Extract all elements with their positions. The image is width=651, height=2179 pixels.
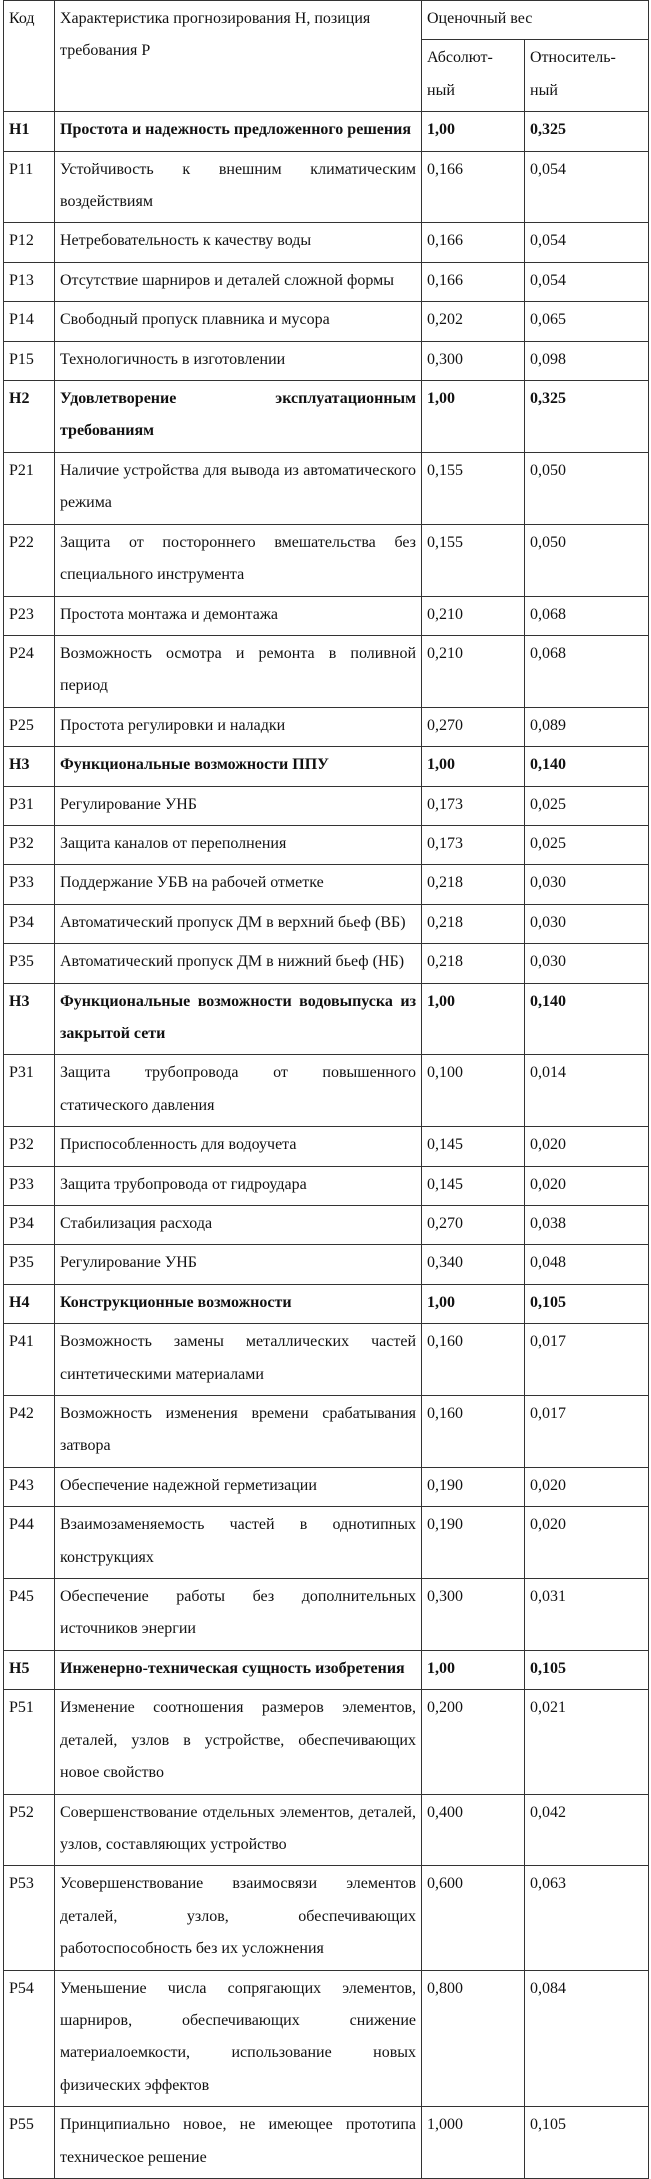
cell-text: Защита каналов от переполнения bbox=[55, 825, 422, 864]
table-row bbox=[4, 1396, 649, 1468]
table-row bbox=[4, 2107, 649, 2179]
cell-code: Р55 bbox=[4, 2107, 55, 2179]
cell-text: Изменение соотношения размеров элементов, деталей, узлов в устройстве, обеспечивающих новое свойство bbox=[55, 1690, 422, 1794]
cell-relative: 0,048 bbox=[525, 1245, 649, 1284]
cell-relative: 0,020 bbox=[525, 1127, 649, 1166]
cell-code: Н1 bbox=[4, 112, 55, 151]
cell-absolute: 0,190 bbox=[422, 1507, 525, 1579]
cell-code: Р33 bbox=[4, 865, 55, 904]
cell-code: Р12 bbox=[4, 223, 55, 262]
cell-absolute: 0,210 bbox=[422, 635, 525, 707]
table-row bbox=[4, 1690, 649, 1794]
cell-text: Возможность замены металлических частей синтетическими материалами bbox=[55, 1324, 422, 1396]
cell-relative: 0,020 bbox=[525, 1507, 649, 1579]
cell-absolute: 0,400 bbox=[422, 1794, 525, 1866]
header-code: Код bbox=[4, 1, 55, 112]
cell-code: Р24 bbox=[4, 635, 55, 707]
table-row bbox=[4, 302, 649, 341]
cell-text: Обеспечение работы без дополнительных источников энергии bbox=[55, 1579, 422, 1651]
cell-absolute: 0,200 bbox=[422, 1690, 525, 1794]
cell-code: Н5 bbox=[4, 1650, 55, 1689]
cell-absolute: 0,218 bbox=[422, 904, 525, 943]
cell-relative: 0,325 bbox=[525, 381, 649, 453]
table-row-heading bbox=[4, 1284, 649, 1323]
cell-relative: 0,054 bbox=[525, 151, 649, 223]
cell-code: Р54 bbox=[4, 1970, 55, 2107]
cell-absolute: 1,00 bbox=[422, 1650, 525, 1689]
cell-code: Р53 bbox=[4, 1866, 55, 1970]
cell-code: Р15 bbox=[4, 341, 55, 380]
cell-text: Автоматический пропуск ДМ в верхний бьеф (ВБ) bbox=[55, 904, 422, 943]
table-row bbox=[4, 825, 649, 864]
cell-relative: 0,017 bbox=[525, 1324, 649, 1396]
cell-relative: 0,025 bbox=[525, 825, 649, 864]
cell-text: Приспособленность для водоучета bbox=[55, 1127, 422, 1166]
cell-absolute: 1,00 bbox=[422, 112, 525, 151]
cell-absolute: 0,340 bbox=[422, 1245, 525, 1284]
header-characteristic: Характеристика прогнозирования Н, позиция требования Р bbox=[55, 1, 422, 112]
table-row bbox=[4, 1055, 649, 1127]
cell-absolute: 1,00 bbox=[422, 747, 525, 786]
cell-text: Усовершенствование взаимосвязи элементов деталей, узлов, обеспечивающих работоспособность без их усложнения bbox=[55, 1866, 422, 1970]
cell-code: Р13 bbox=[4, 262, 55, 301]
cell-absolute: 0,800 bbox=[422, 1970, 525, 2107]
table-row-heading bbox=[4, 112, 649, 151]
cell-code: Р23 bbox=[4, 596, 55, 635]
cell-text: Регулирование УНБ bbox=[55, 786, 422, 825]
cell-relative: 0,084 bbox=[525, 1970, 649, 2107]
table-row bbox=[4, 151, 649, 223]
cell-absolute: 0,173 bbox=[422, 786, 525, 825]
header-absolute: Абсолют-ный bbox=[422, 40, 525, 112]
cell-code: Р25 bbox=[4, 707, 55, 746]
cell-relative: 0,325 bbox=[525, 112, 649, 151]
cell-relative: 0,017 bbox=[525, 1396, 649, 1468]
cell-code: Р31 bbox=[4, 786, 55, 825]
cell-relative: 0,068 bbox=[525, 635, 649, 707]
table-row bbox=[4, 1507, 649, 1579]
cell-text: Наличие устройства для вывода из автоматического режима bbox=[55, 452, 422, 524]
cell-code: Р22 bbox=[4, 524, 55, 596]
cell-relative: 0,025 bbox=[525, 786, 649, 825]
cell-text: Свободный пропуск плавника и мусора bbox=[55, 302, 422, 341]
cell-text: Функциональные возможности ППУ bbox=[55, 747, 422, 786]
cell-code: Р11 bbox=[4, 151, 55, 223]
cell-relative: 0,014 bbox=[525, 1055, 649, 1127]
header-relative: Относитель-ный bbox=[525, 40, 649, 112]
cell-relative: 0,030 bbox=[525, 865, 649, 904]
cell-text: Стабилизация расхода bbox=[55, 1206, 422, 1245]
cell-code: Р32 bbox=[4, 825, 55, 864]
cell-relative: 0,140 bbox=[525, 747, 649, 786]
table-row bbox=[4, 1866, 649, 1970]
cell-relative: 0,021 bbox=[525, 1690, 649, 1794]
table-row bbox=[4, 1206, 649, 1245]
table-row-heading bbox=[4, 381, 649, 453]
cell-absolute: 0,100 bbox=[422, 1055, 525, 1127]
cell-text: Технологичность в изготовлении bbox=[55, 341, 422, 380]
cell-code: Р41 bbox=[4, 1324, 55, 1396]
cell-code: Н3 bbox=[4, 747, 55, 786]
cell-relative: 0,140 bbox=[525, 983, 649, 1055]
cell-text: Обеспечение надежной герметизации bbox=[55, 1467, 422, 1506]
cell-text: Нетребовательность к качеству воды bbox=[55, 223, 422, 262]
cell-relative: 0,042 bbox=[525, 1794, 649, 1866]
cell-code: Р35 bbox=[4, 1245, 55, 1284]
cell-code: Р34 bbox=[4, 1206, 55, 1245]
cell-code: Р52 bbox=[4, 1794, 55, 1866]
cell-code: Р32 bbox=[4, 1127, 55, 1166]
cell-absolute: 0,300 bbox=[422, 341, 525, 380]
cell-absolute: 0,155 bbox=[422, 452, 525, 524]
cell-text: Уменьшение числа сопрягающих элементов, шарниров, обеспечивающих снижение материалоемкости, использование новых физических эффектов bbox=[55, 1970, 422, 2107]
table-header bbox=[4, 1, 649, 112]
cell-absolute: 1,00 bbox=[422, 1284, 525, 1323]
cell-absolute: 0,155 bbox=[422, 524, 525, 596]
table-row-heading bbox=[4, 983, 649, 1055]
table-row bbox=[4, 341, 649, 380]
cell-absolute: 0,160 bbox=[422, 1396, 525, 1468]
cell-text: Взаимозаменяемость частей в однотипных конструкциях bbox=[55, 1507, 422, 1579]
cell-relative: 0,054 bbox=[525, 262, 649, 301]
cell-absolute: 0,218 bbox=[422, 865, 525, 904]
cell-text: Поддержание УБВ на рабочей отметке bbox=[55, 865, 422, 904]
cell-code: Р42 bbox=[4, 1396, 55, 1468]
cell-text: Инженерно-техническая сущность изобретения bbox=[55, 1650, 422, 1689]
cell-code: Р14 bbox=[4, 302, 55, 341]
cell-relative: 0,065 bbox=[525, 302, 649, 341]
cell-text: Отсутствие шарниров и деталей сложной формы bbox=[55, 262, 422, 301]
cell-absolute: 0,166 bbox=[422, 223, 525, 262]
cell-code: Р43 bbox=[4, 1467, 55, 1506]
cell-text: Конструкционные возможности bbox=[55, 1284, 422, 1323]
cell-absolute: 0,160 bbox=[422, 1324, 525, 1396]
table-row bbox=[4, 944, 649, 983]
cell-absolute: 0,300 bbox=[422, 1579, 525, 1651]
table-row-heading bbox=[4, 1650, 649, 1689]
cell-absolute: 0,600 bbox=[422, 1866, 525, 1970]
table-row bbox=[4, 1166, 649, 1205]
cell-relative: 0,050 bbox=[525, 524, 649, 596]
cell-relative: 0,098 bbox=[525, 341, 649, 380]
table-row bbox=[4, 786, 649, 825]
cell-relative: 0,105 bbox=[525, 1650, 649, 1689]
cell-text: Устойчивость к внешним климатическим воздействиям bbox=[55, 151, 422, 223]
cell-absolute: 0,270 bbox=[422, 1206, 525, 1245]
header-weight: Оценочный вес bbox=[422, 1, 649, 40]
table-row bbox=[4, 596, 649, 635]
cell-code: Р44 bbox=[4, 1507, 55, 1579]
cell-text: Возможность изменения времени срабатывания затвора bbox=[55, 1396, 422, 1468]
cell-code: Р31 bbox=[4, 1055, 55, 1127]
table-row bbox=[4, 904, 649, 943]
cell-absolute: 0,145 bbox=[422, 1166, 525, 1205]
cell-text: Регулирование УНБ bbox=[55, 1245, 422, 1284]
cell-absolute: 0,166 bbox=[422, 151, 525, 223]
cell-relative: 0,068 bbox=[525, 596, 649, 635]
cell-absolute: 1,000 bbox=[422, 2107, 525, 2179]
cell-text: Удовлетворение эксплуатационным требованиям bbox=[55, 381, 422, 453]
cell-text: Принципиально новое, не имеющее прототипа техническое решение bbox=[55, 2107, 422, 2179]
cell-code: Р45 bbox=[4, 1579, 55, 1651]
table-row bbox=[4, 865, 649, 904]
evaluation-table bbox=[3, 0, 649, 2179]
cell-relative: 0,050 bbox=[525, 452, 649, 524]
cell-text: Простота и надежность предложенного решения bbox=[55, 112, 422, 151]
cell-absolute: 0,270 bbox=[422, 707, 525, 746]
table-row bbox=[4, 262, 649, 301]
cell-relative: 0,054 bbox=[525, 223, 649, 262]
cell-relative: 0,020 bbox=[525, 1166, 649, 1205]
cell-text: Совершенствование отдельных элементов, деталей, узлов, составляющих устройство bbox=[55, 1794, 422, 1866]
cell-absolute: 0,202 bbox=[422, 302, 525, 341]
cell-relative: 0,063 bbox=[525, 1866, 649, 1970]
cell-code: Н3 bbox=[4, 983, 55, 1055]
table-row bbox=[4, 1127, 649, 1166]
table-row bbox=[4, 1794, 649, 1866]
table-row bbox=[4, 1579, 649, 1651]
cell-relative: 0,020 bbox=[525, 1467, 649, 1506]
table-row bbox=[4, 1970, 649, 2107]
cell-code: Н2 bbox=[4, 381, 55, 453]
cell-code: Н4 bbox=[4, 1284, 55, 1323]
cell-text: Простота регулировки и наладки bbox=[55, 707, 422, 746]
cell-absolute: 0,218 bbox=[422, 944, 525, 983]
cell-text: Возможность осмотра и ремонта в поливной период bbox=[55, 635, 422, 707]
table-row bbox=[4, 1245, 649, 1284]
cell-absolute: 0,173 bbox=[422, 825, 525, 864]
cell-relative: 0,105 bbox=[525, 1284, 649, 1323]
table-row bbox=[4, 1324, 649, 1396]
cell-absolute: 0,190 bbox=[422, 1467, 525, 1506]
cell-relative: 0,038 bbox=[525, 1206, 649, 1245]
table-row-heading bbox=[4, 747, 649, 786]
cell-relative: 0,031 bbox=[525, 1579, 649, 1651]
table-row bbox=[4, 1467, 649, 1506]
cell-code: Р21 bbox=[4, 452, 55, 524]
table-row bbox=[4, 524, 649, 596]
cell-absolute: 0,166 bbox=[422, 262, 525, 301]
cell-text: Защита трубопровода от гидроудара bbox=[55, 1166, 422, 1205]
cell-text: Простота монтажа и демонтажа bbox=[55, 596, 422, 635]
cell-text: Защита трубопровода от повышенного статического давления bbox=[55, 1055, 422, 1127]
cell-absolute: 0,210 bbox=[422, 596, 525, 635]
cell-code: Р33 bbox=[4, 1166, 55, 1205]
cell-code: Р34 bbox=[4, 904, 55, 943]
cell-relative: 0,030 bbox=[525, 904, 649, 943]
cell-relative: 0,030 bbox=[525, 944, 649, 983]
table-row bbox=[4, 635, 649, 707]
table-body bbox=[4, 112, 649, 2179]
cell-relative: 0,105 bbox=[525, 2107, 649, 2179]
cell-text: Защита от постороннего вмешательства без специального инструмента bbox=[55, 524, 422, 596]
cell-absolute: 1,00 bbox=[422, 983, 525, 1055]
cell-text: Функциональные возможности водовыпуска из закрытой сети bbox=[55, 983, 422, 1055]
table-row bbox=[4, 707, 649, 746]
cell-absolute: 1,00 bbox=[422, 381, 525, 453]
cell-relative: 0,089 bbox=[525, 707, 649, 746]
cell-code: Р51 bbox=[4, 1690, 55, 1794]
cell-text: Автоматический пропуск ДМ в нижний бьеф (НБ) bbox=[55, 944, 422, 983]
cell-code: Р35 bbox=[4, 944, 55, 983]
table-row bbox=[4, 223, 649, 262]
cell-absolute: 0,145 bbox=[422, 1127, 525, 1166]
table-row bbox=[4, 452, 649, 524]
